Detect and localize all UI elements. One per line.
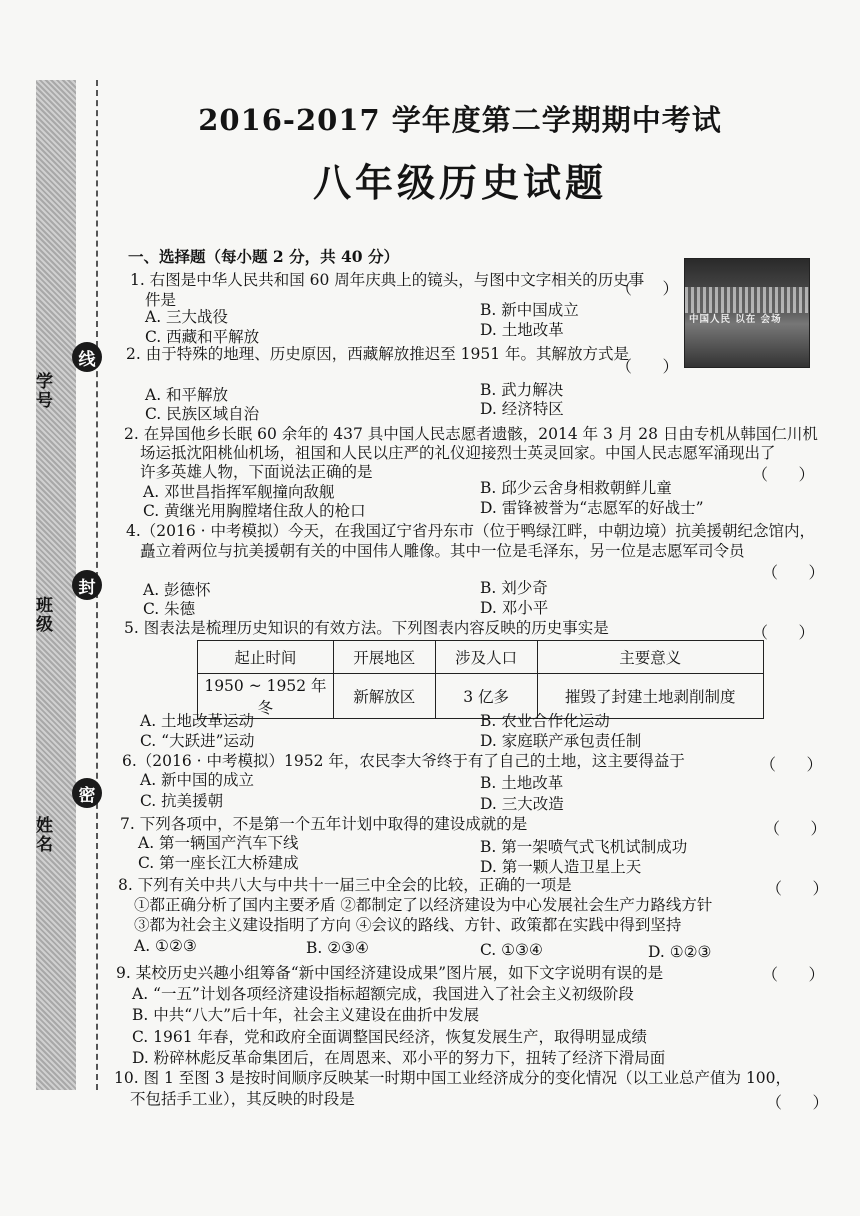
q6-option-c: C. 抗美援朝: [140, 792, 224, 810]
q9-option-a: A. “一五”计划各项经济建设指标超额完成，我国进入了社会主义初级阶段: [132, 985, 634, 1003]
q1-option-b: B. 新中国成立: [480, 301, 579, 319]
section-heading: 一、选择题（每小题 2 分，共 40 分）: [128, 247, 399, 266]
q2-option-b: B. 武力解决: [480, 381, 564, 399]
q6-answer-paren: （ ）: [760, 755, 823, 774]
table-header-cell: 起止时间: [198, 641, 334, 674]
table-cell: 新解放区: [333, 674, 435, 719]
q8-option-a: A. ①②③: [134, 937, 197, 955]
q9-option-d: D. 粉碎林彪反革命集团后，在周恩来、邓小平的努力下，扭转了经济下滑局面: [132, 1049, 666, 1067]
exam-subtitle: 八年级历史试题: [312, 160, 607, 205]
q9-answer-paren: （ ）: [762, 965, 825, 984]
q2-option-a: A. 和平解放: [145, 386, 229, 404]
q2-stem: 2. 由于特殊的地理、历史原因，西藏解放推迟至 1951 年。其解放方式是: [126, 345, 630, 363]
seal-secret-mark: 密: [72, 778, 102, 808]
q10-stem-line1: 10. 图 1 至图 3 是按时间顺序反映某一时期中国工业经济成分的变化情况（以工业总产值为 100，: [114, 1069, 792, 1087]
ceremony-photo: [684, 258, 810, 368]
q4-option-a: A. 彭德怀: [143, 581, 211, 599]
q7-option-c: C. 第一座长江大桥建成: [138, 854, 299, 872]
table-cell: 1950 ~ 1952 年冬: [198, 674, 334, 719]
q8-item-line2: ③都为社会主义建设指明了方向 ④会议的路线、方针、政策都在实践中得到坚持: [134, 916, 682, 934]
q3-stem-line1: 2. 在异国他乡长眠 60 余年的 437 具中国人民志愿者遗骸，2014 年 3 月 28 日由专机从韩国仁川机: [124, 425, 818, 443]
exam-title: 2016-2017 学年度第二学期期中考试: [198, 103, 722, 137]
table-header-cell: 涉及人口: [435, 641, 537, 674]
q3-option-d: D. 雷锋被誉为“志愿军的好战士”: [480, 499, 704, 517]
q9-option-c: C. 1961 年春，党和政府全面调整国民经济，恢复发展生产，取得明显成绩: [132, 1028, 648, 1046]
land-reform-table: [197, 640, 764, 719]
seal-seal-mark: 封: [72, 570, 102, 600]
q1-stem-line2: 件是: [145, 291, 177, 309]
table-cell: 3 亿多: [435, 674, 537, 719]
q1-option-c: C. 西藏和平解放: [145, 328, 260, 346]
binding-strip: [36, 80, 76, 1090]
q3-option-a: A. 邓世昌指挥军舰撞向敌舰: [143, 483, 335, 501]
photo-crowd: [685, 287, 809, 313]
q1-option-d: D. 土地改革: [480, 321, 564, 339]
q4-answer-paren: （ ）: [762, 563, 825, 582]
q7-option-d: D. 第一颗人造卫星上天: [480, 858, 642, 876]
q2-option-d: D. 经济特区: [480, 400, 564, 418]
q2-option-c: C. 民族区域自治: [145, 405, 260, 423]
q4-stem-line1: 4.（2016 · 中考模拟）今天，在我国辽宁省丹东市（位于鸭绿江畔，中朝边境）抗美援朝纪念馆内，: [126, 522, 816, 540]
table-header-row: [198, 641, 764, 674]
q3-answer-paren: （ ）: [752, 465, 815, 484]
table-cell: 摧毁了封建土地剥削制度: [537, 674, 763, 719]
q5-answer-paren: （ ）: [752, 623, 815, 642]
name-label: 姓名: [32, 816, 52, 854]
q8-stem: 8. 下列有关中共八大与中共十一届三中全会的比较，正确的一项是: [118, 876, 572, 894]
q1-stem-line1: 1. 右图是中华人民共和国 60 周年庆典上的镜头，与图中文字相关的历史事: [130, 271, 645, 289]
q2-answer-paren: （ ）: [616, 357, 679, 376]
class-label: 班级: [32, 596, 52, 634]
q6-stem: 6.（2016 · 中考模拟）1952 年，农民李大爷终于有了自己的土地，这主要得益于: [122, 752, 685, 770]
q6-option-d: D. 三大改造: [480, 795, 564, 813]
q8-option-b: B. ②③④: [306, 939, 369, 957]
q3-stem-line2: 场运抵沈阳桃仙机场，祖国和人民以庄严的礼仪迎接烈士英灵回家。中国人民志愿军涌现出了: [140, 444, 776, 462]
q4-option-d: D. 邓小平: [480, 599, 549, 617]
q7-stem: 7. 下列各项中，不是第一个五年计划中取得的建设成就的是: [120, 815, 528, 833]
q3-option-b: B. 邱少云舍身相救朝鲜儿童: [480, 479, 672, 497]
q5-option-c: C. “大跃进”运动: [140, 732, 255, 750]
q8-item-line1: ①都正确分析了国内主要矛盾 ②都制定了以经济建设为中心发展社会生产力路线方针: [134, 896, 713, 914]
q4-option-b: B. 刘少奇: [480, 579, 548, 597]
q4-stem-line2: 矗立着两位与抗美援朝有关的中国伟人雕像。其中一位是毛泽东，另一位是志愿军司令员: [140, 542, 745, 560]
seal-line-mark: 线: [72, 342, 102, 372]
q3-option-c: C. 黄继光用胸膛堵住敌人的枪口: [143, 502, 366, 520]
q5-option-d: D. 家庭联产承包责任制: [480, 732, 642, 750]
q8-option-c: C. ①③④: [480, 941, 543, 959]
q6-option-a: A. 新中国的成立: [140, 771, 255, 789]
q10-stem-line2: 不包括手工业），其反映的时段是: [130, 1090, 355, 1108]
q5-option-b: B. 农业合作化运动: [480, 712, 610, 730]
q4-option-c: C. 朱德: [143, 600, 196, 618]
q9-option-b: B. 中共“八大”后十年，社会主义建设在曲折中发展: [132, 1006, 480, 1024]
q1-option-a: A. 三大战役: [145, 308, 229, 326]
q5-option-a: A. 土地改革运动: [140, 712, 255, 730]
q1-answer-paren: （ ）: [616, 279, 679, 298]
q8-option-d: D. ①②③: [648, 943, 712, 961]
q5-stem: 5. 图表法是梳理历史知识的有效方法。下列图表内容反映的历史事实是: [124, 619, 609, 637]
q10-answer-paren: （ ）: [766, 1093, 829, 1112]
table-header-cell: 主要意义: [537, 641, 763, 674]
photo-caption: 中国人民 以在 会场: [689, 314, 782, 325]
table-header-cell: 开展地区: [333, 641, 435, 674]
q3-stem-line3: 许多英雄人物，下面说法正确的是: [140, 463, 373, 481]
q9-stem: 9. 某校历史兴趣小组筹备“新中国经济建设成果”图片展，如下文字说明有误的是: [116, 964, 664, 982]
student-id-label: 学号: [32, 372, 52, 410]
q7-option-a: A. 第一辆国产汽车下线: [138, 834, 299, 852]
q6-option-b: B. 土地改革: [480, 774, 564, 792]
q7-option-b: B. 第一架喷气式飞机试制成功: [480, 838, 688, 856]
q7-answer-paren: （ ）: [764, 819, 827, 838]
q8-answer-paren: （ ）: [766, 879, 829, 898]
